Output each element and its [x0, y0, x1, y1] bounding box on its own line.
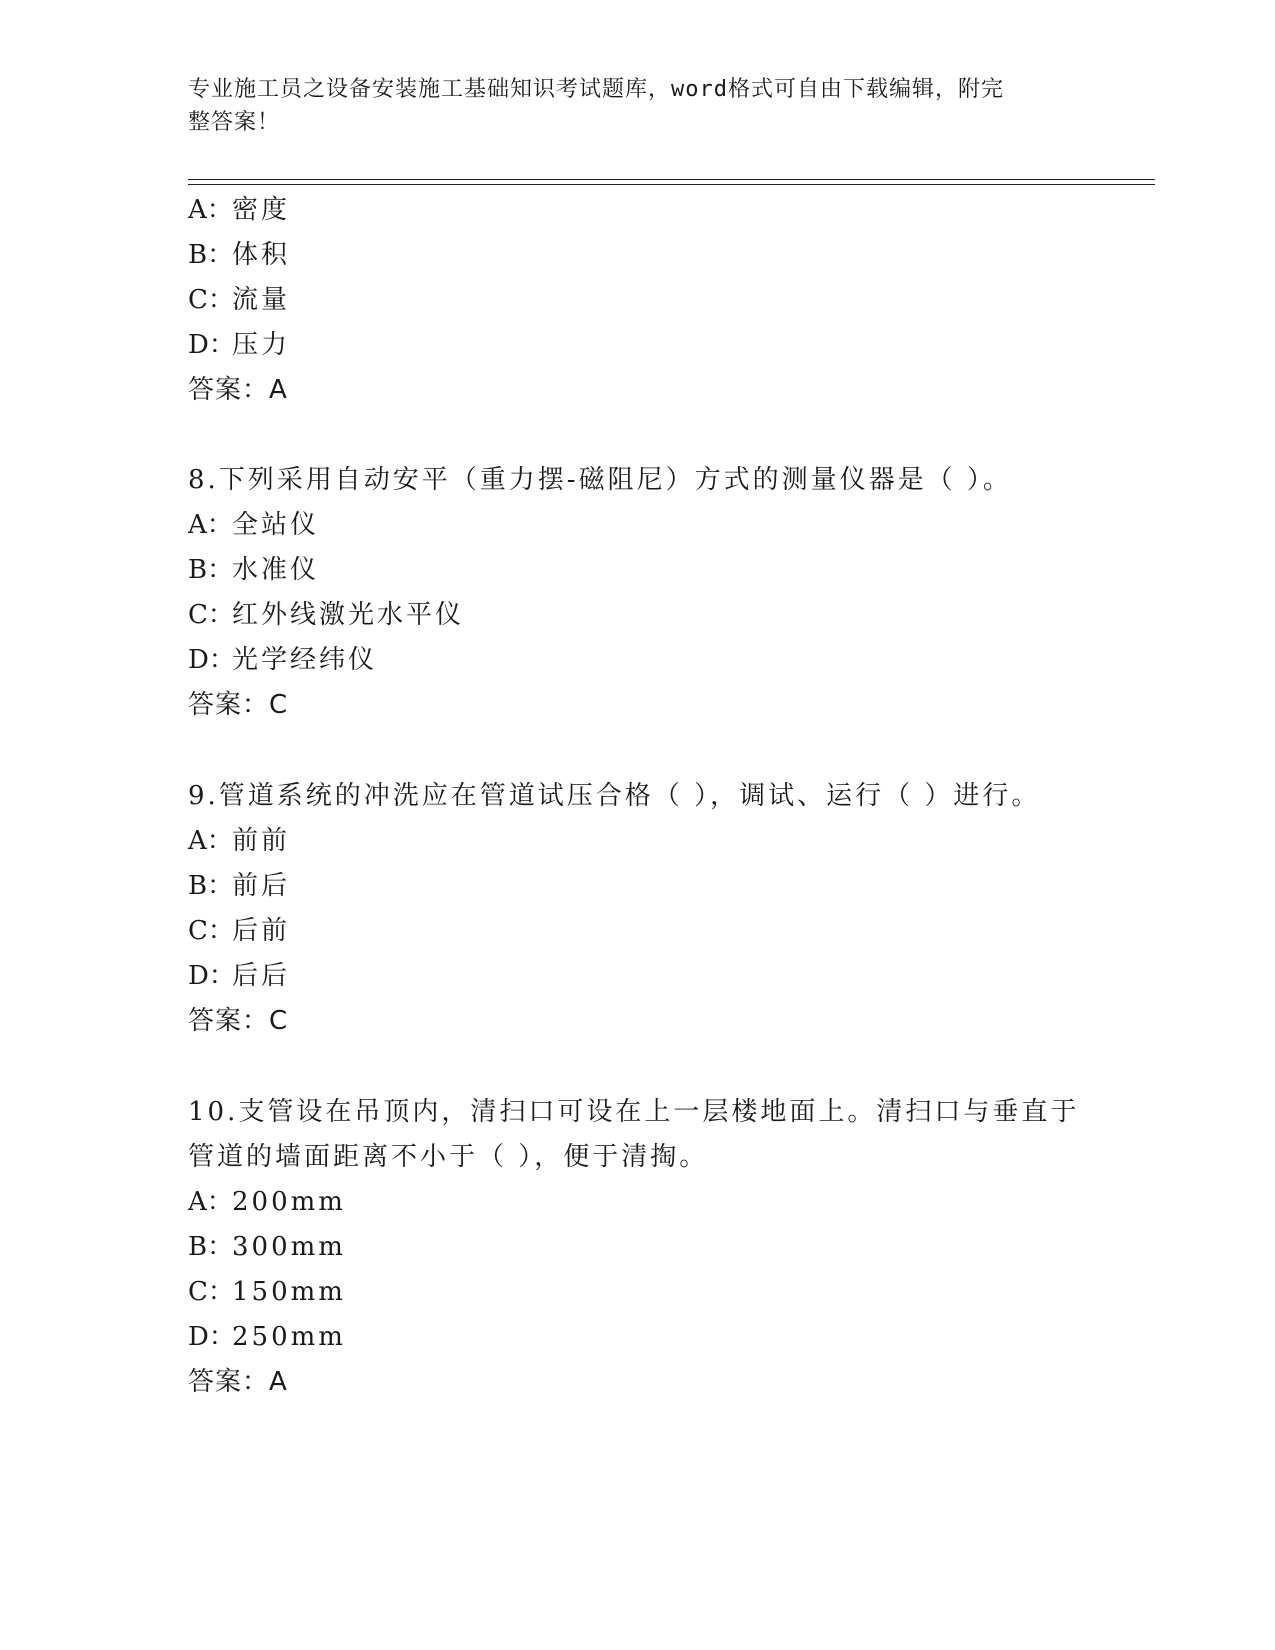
q9-option-a: A：前前: [188, 826, 291, 856]
q9-option-c: C：后前: [188, 916, 291, 946]
q10-option-b: B：300mm: [188, 1232, 346, 1262]
q7-option-b: B：体积: [188, 240, 291, 270]
header-line-1: 专业施工员之设备安装施工基础知识考试题库，word格式可自由下载编辑，附完: [188, 77, 1004, 102]
q9-option-b: B：前后: [188, 871, 291, 901]
q8-option-a: A：全站仪: [188, 510, 320, 540]
header-divider-top: [188, 179, 1155, 180]
q7-option-c: C：流量: [188, 285, 291, 315]
q7-option-a: A：密度: [188, 195, 291, 225]
q8-question: 8.下列采用自动安平（重力摆-磁阻尼）方式的测量仪器是（ ）。: [188, 465, 1012, 495]
q9-question: 9.管道系统的冲洗应在管道试压合格（ ），调试、运行（ ）进行。: [188, 781, 1041, 811]
q10-answer: 答案：A: [188, 1367, 288, 1397]
q10-option-d: D：250mm: [188, 1322, 346, 1352]
q8-answer: 答案：C: [188, 690, 289, 720]
q10-question-line-1: 10.支管设在吊顶内，清扫口可设在上一层楼地面上。清扫口与垂直于: [188, 1097, 1080, 1127]
q7-option-d: D：压力: [188, 330, 291, 360]
q8-option-c: C：红外线激光水平仪: [188, 600, 465, 630]
q7-answer: 答案：A: [188, 375, 288, 405]
header-line-2: 整答案！: [188, 110, 281, 135]
q8-option-b: B：水准仪: [188, 555, 320, 585]
q8-option-d: D：光学经纬仪: [188, 645, 378, 675]
q9-option-d: D：后后: [188, 961, 291, 991]
header-divider-bottom: [188, 184, 1155, 185]
q10-option-c: C：150mm: [188, 1277, 346, 1307]
q9-answer: 答案：C: [188, 1006, 289, 1036]
q10-option-a: A：200mm: [188, 1187, 346, 1217]
q10-question-line-2: 管道的墙面距离不小于（ ），便于清掏。: [188, 1142, 709, 1172]
document-header: [188, 73, 1068, 139]
